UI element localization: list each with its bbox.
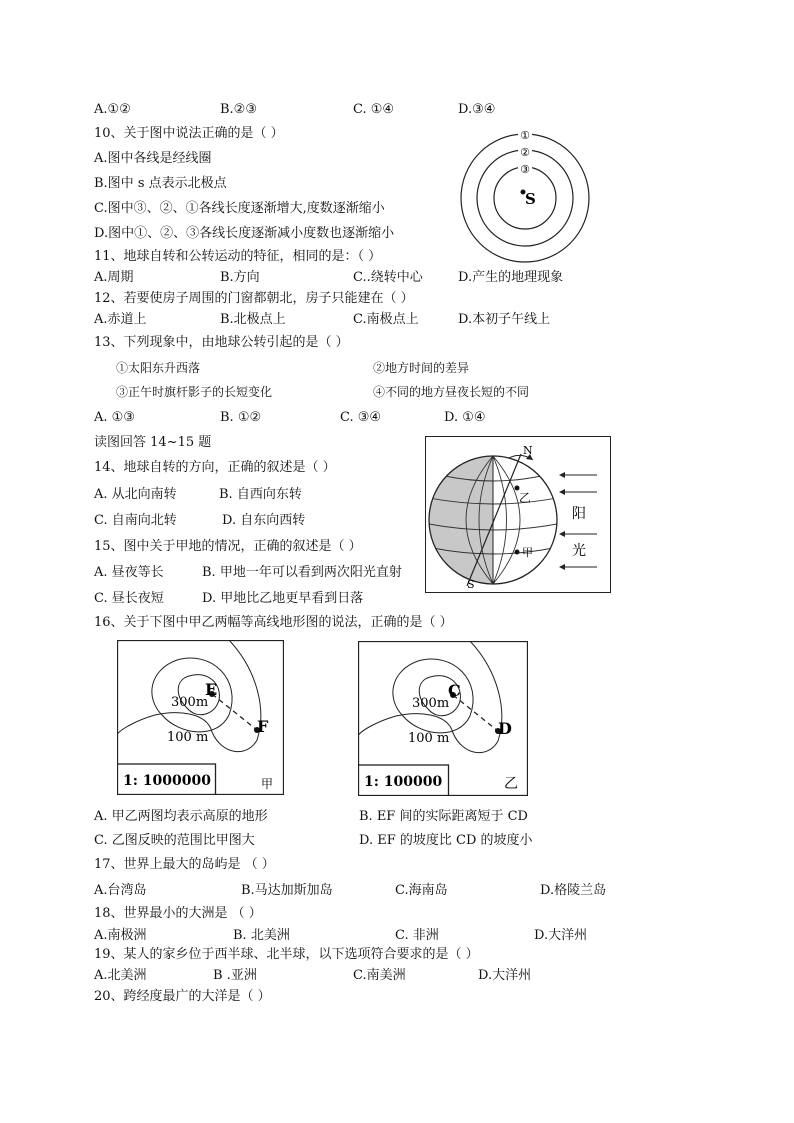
q19-option-d: D.大洋州	[478, 968, 532, 983]
sunlight-label-1: 阳	[572, 506, 586, 522]
q11-option-c: C..绕转中心	[353, 270, 423, 285]
q15-option-a: A. 昼夜等长	[94, 565, 164, 580]
q13-item-3: ③正午时旗杆影子的长短变化	[116, 385, 273, 399]
q10-option-c: C.图中③、②、①各线长度逐渐增大,度数逐渐缩小	[94, 201, 385, 216]
q14-option-c: C. 自南向北转	[94, 513, 177, 528]
q11-option-a: A.周期	[94, 270, 134, 285]
q13-option-c: C. ③④	[340, 410, 382, 425]
q12-option-d: D.本初子午线上	[458, 312, 551, 327]
q10-option-b: B.图中 s 点表示北极点	[94, 176, 227, 191]
q15-option-c: C. 昼长夜短	[94, 591, 164, 606]
q18-option-a: A.南极洲	[94, 928, 147, 943]
point-yi-label: 乙	[519, 491, 532, 505]
point-s-label: S	[525, 190, 536, 208]
q14-option-a: A. 从北向南转	[94, 487, 177, 502]
q13-option-a: A. ①③	[94, 410, 135, 425]
map-tag: 乙	[504, 776, 518, 792]
point-f-label: F	[257, 717, 269, 736]
contour-300-label: 300m	[171, 695, 209, 710]
q18-stem: 18、世界最小的大洲是 （ ）	[94, 906, 262, 921]
q17-stem: 17、世界上最大的岛屿是 （ ）	[94, 857, 275, 872]
point-d-label: D	[498, 719, 512, 738]
q10-stem: 10、关于图中说法正确的是（ ）	[94, 126, 284, 141]
q18-option-c: C. 非洲	[395, 928, 439, 943]
q11-option-d: D.产生的地理现象	[458, 270, 564, 285]
q19-option-a: A.北美洲	[94, 968, 147, 983]
read-instruction: 读图回答 14~15 题	[94, 435, 212, 450]
q13-item-2: ②地方时间的差异	[373, 361, 470, 375]
q9-option-a: A.①②	[94, 102, 131, 117]
q9-option-b: B.②③	[220, 102, 257, 117]
q13-item-1: ①太阳东升西落	[116, 361, 201, 375]
map-tag: 甲	[261, 777, 274, 791]
q11-stem: 11、地球自转和公转运动的特征，相同的是：（ ）	[94, 249, 382, 264]
q12-stem: 12、若要使房子周围的门窗都朝北，房子只能建在（ ）	[94, 291, 414, 306]
q13-option-d: D. ①④	[444, 410, 486, 425]
q19-option-b: B .亚洲	[213, 968, 257, 983]
q11-option-b: B.方向	[220, 270, 260, 285]
point-jia-label: 甲	[522, 546, 533, 559]
q12-option-c: C.南极点上	[353, 312, 419, 327]
point-yi-dot	[515, 486, 520, 491]
scale-label: 1: 1000000	[123, 773, 211, 789]
q19-stem: 19、某人的家乡位于西半球、北半球，以下选项符合要求的是（ ）	[94, 947, 479, 962]
q14-option-d: D. 自东向西转	[222, 513, 306, 528]
circle-label-2: ②	[520, 146, 530, 159]
q16-stem: 16、关于下图中甲乙两幅等高线地形图的说法，正确的是（ ）	[94, 615, 453, 630]
scale-label: 1: 100000	[364, 774, 443, 790]
q9-option-d: D.③④	[458, 102, 496, 117]
q20-stem: 20、跨经度最广的大洋是（ ）	[94, 989, 271, 1004]
north-pole-label: N	[523, 444, 533, 457]
q13-option-b: B. ①②	[220, 410, 262, 425]
circle-label-3: ③	[520, 163, 530, 176]
q9-option-c: C. ①④	[353, 102, 395, 117]
q18-option-b: B. 北美洲	[233, 928, 290, 943]
south-pole-label: S	[467, 578, 475, 591]
q13-stem: 13、下列现象中，由地球公转引起的是（ ）	[94, 335, 349, 350]
q17-option-b: B.马达加斯加岛	[241, 883, 333, 898]
q16-option-c: C. 乙图反映的范围比甲图大	[94, 833, 255, 848]
q19-option-c: C.南美洲	[353, 968, 406, 983]
point-jia-dot	[515, 550, 520, 555]
point-e-label: E	[205, 680, 218, 699]
q15-option-d: D. 甲地比乙地更早看到日落	[202, 591, 364, 606]
q16-option-d: D. EF 的坡度比 CD 的坡度小	[359, 833, 533, 848]
q17-option-a: A.台湾岛	[94, 883, 147, 898]
q13-item-4: ④不同的地方昼夜长短的不同	[373, 385, 530, 399]
q15-stem: 15、图中关于甲地的情况，正确的叙述是（ ）	[94, 539, 362, 554]
point-c-label: C	[448, 681, 461, 700]
q16-option-a: A. 甲乙两图均表示高原的地形	[94, 809, 268, 824]
q10-option-a: A.图中各线是经线圈	[94, 151, 212, 166]
q18-option-d: D.大洋州	[534, 928, 588, 943]
q14-option-b: B. 自西向东转	[219, 487, 302, 502]
q12-option-a: A.赤道上	[94, 312, 147, 327]
q16-option-b: B. EF 间的实际距离短于 CD	[359, 809, 528, 824]
q17-option-c: C.海南岛	[395, 883, 448, 898]
sunlight-label-2: 光	[572, 543, 586, 559]
q15-option-b: B. 甲地一年可以看到两次阳光直射	[202, 565, 402, 580]
q17-option-d: D.格陵兰岛	[540, 883, 607, 898]
contour-100-label: 100 m	[167, 730, 209, 745]
contour-300-label: 300m	[412, 696, 450, 711]
globe-figure	[425, 436, 611, 593]
concentric-circles-figure	[455, 128, 590, 263]
contour-map-yi	[358, 641, 528, 796]
contour-map-jia	[117, 640, 284, 795]
q10-option-d: D.图中①、②、③各线长度逐渐减小度数也逐渐缩小	[94, 226, 395, 241]
contour-100-label: 100 m	[408, 731, 450, 746]
q12-option-b: B.北极点上	[220, 312, 286, 327]
q14-stem: 14、地球自转的方向，正确的叙述是（ ）	[94, 460, 336, 475]
circle-label-1: ①	[520, 129, 530, 142]
